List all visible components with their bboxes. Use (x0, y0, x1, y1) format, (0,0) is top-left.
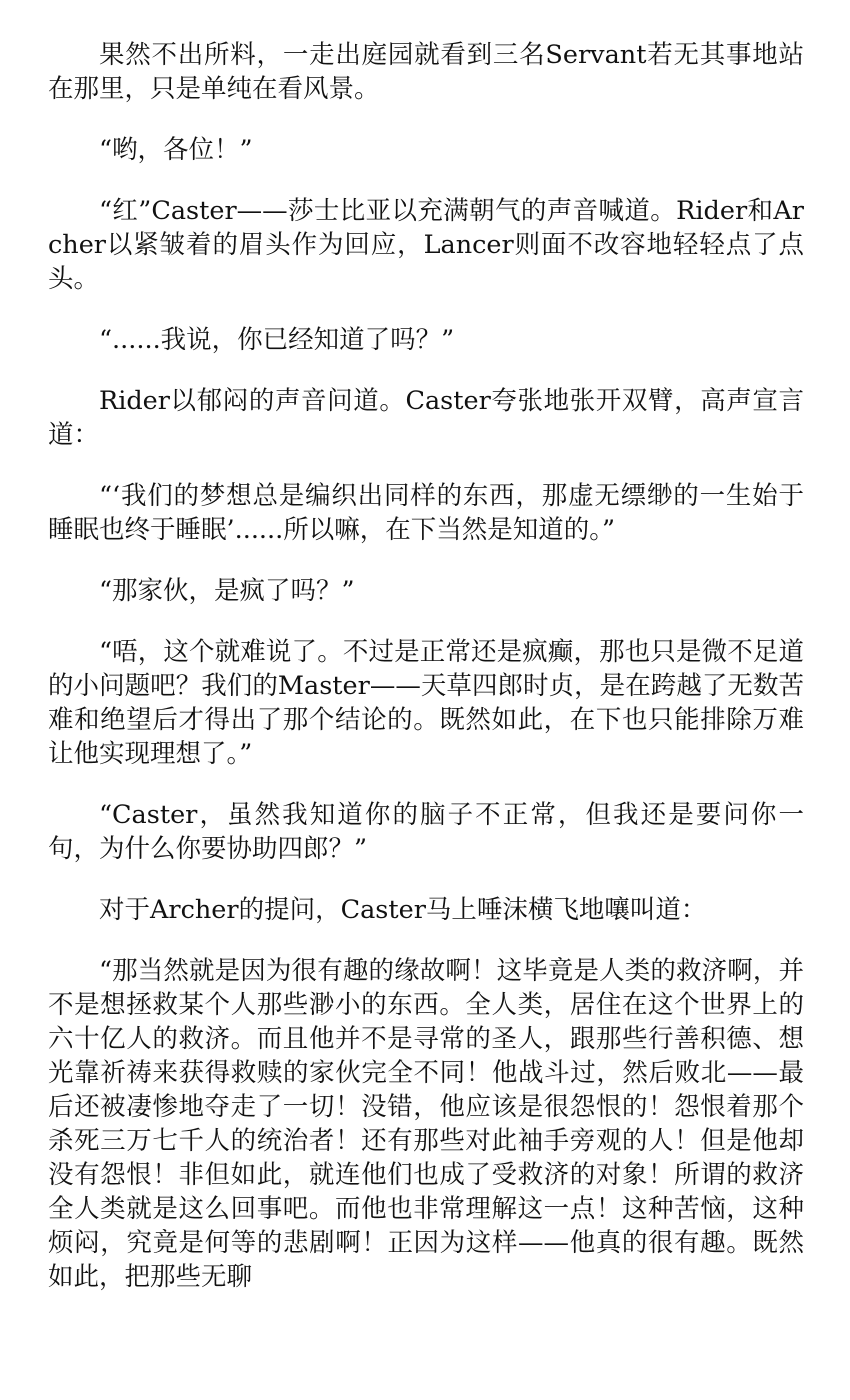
paragraph-11: “那当然就是因为很有趣的缘故啊！这毕竟是人类的救济啊，并不是想拯救某个人那些渺小的东西。全人类，居住在这个世界上的六十亿人的救济。而且他并不是寻常的圣人，跟那些行善积德、想光靠祈祷来获得救赎的家伙完全不同！他战斗过，然后败北——最后还被凄惨地夺走了一切！没错，他应该是很怨恨的！怨恨着那个杀死三万七千人的统治者！还有那些对此袖手旁观的人！但是他却没有怨恨！非但如此，就连他们也成了受救济的对象！所谓的救济全人类就是这么回事吧。而他也非常理解这一点！这种苦恼，这种烦闷，究竟是何等的悲剧啊！正因为这样——他真的很有趣。既然如此，把那些无聊 (48, 956, 804, 1292)
paragraph-7: “那家伙，是疯了吗？” (99, 576, 355, 606)
paragraph-4: “......我说，你已经知道了吗？” (99, 325, 455, 355)
paragraph-10: 对于Archer的提问，Caster马上唾沫横飞地嚷叫道： (99, 895, 707, 925)
paragraph-8: “唔，这个就难说了。不过是正常还是疯癫，那也只是微不足道的小问题吧？我们的Master——天草四郎时贞，是在跨越了无数苦难和绝望后才得出了那个结论的。既然如此，在下也只能排除万难让他实现理想了。” (48, 637, 804, 769)
paragraph-6: “‘我们的梦想总是编织出同样的东西，那虚无缥缈的一生始于睡眠也终于睡眠’......所以嘛，在下当然是知道的。” (48, 481, 804, 545)
paragraph-2: “哟，各位！” (99, 135, 253, 165)
paragraph-3: “红”Caster——莎士比亚以充满朝气的声音喊道。Rider和Archer以紧皱着的眉头作为回应，Lancer则面不改容地轻轻点了点头。 (48, 196, 804, 294)
paragraph-5: Rider以郁闷的声音问道。Caster夸张地张开双臂，高声宣言道： (48, 386, 804, 450)
paragraph-1: 果然不出所料，一走出庭园就看到三名Servant若无其事地站在那里，只是单纯在看风景。 (48, 40, 804, 104)
document-page (48, 38, 804, 1321)
paragraph-9: “Caster，虽然我知道你的脑子不正常，但我还是要问你一句，为什么你要协助四郎？” (48, 800, 804, 864)
